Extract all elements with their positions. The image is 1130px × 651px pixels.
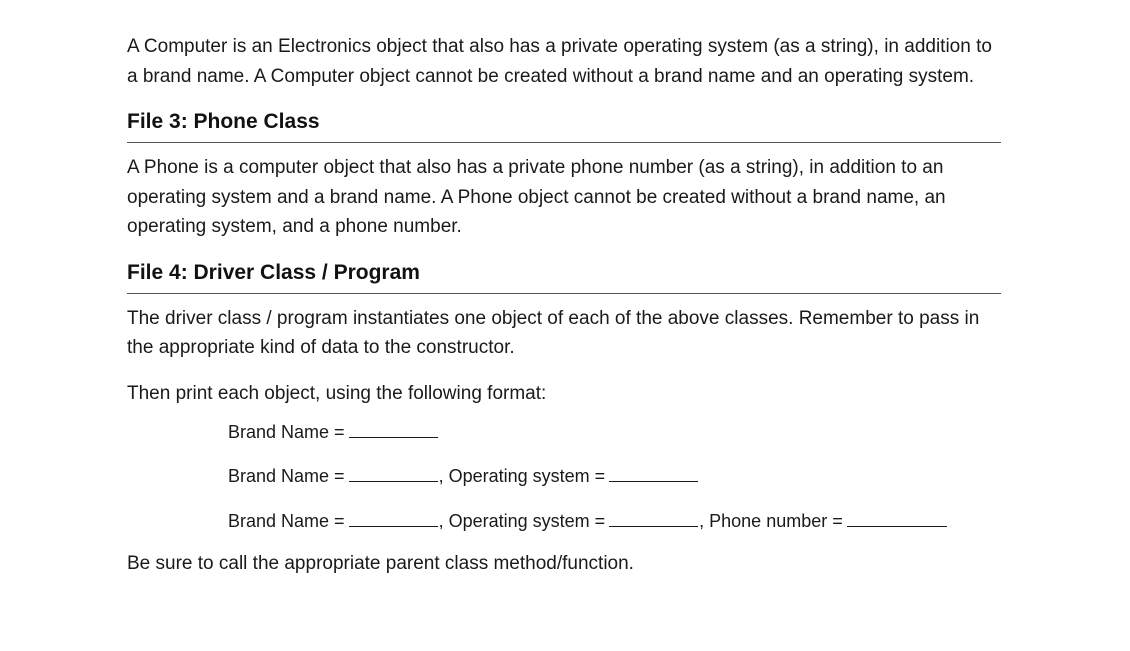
brand-name-label: Brand Name = <box>228 466 345 486</box>
brand-name-blank <box>349 467 438 482</box>
closing-note: Be sure to call the appropriate parent class method/function. <box>127 553 634 574</box>
file4-paragraph: The driver class / program instantiates one object of each of the above classes. Remember to pass in the appropriate kind of data to the constructor. <box>127 307 980 358</box>
brand-name-blank <box>349 512 438 527</box>
format-line-phone <box>127 509 1001 533</box>
file3-heading: File 3: Phone Class <box>127 110 320 133</box>
format-line-electronics <box>127 420 1001 444</box>
brand-name-blank <box>349 423 438 438</box>
operating-system-blank <box>609 512 698 527</box>
operating-system-label: , Operating system = <box>438 466 606 486</box>
file3-paragraph: A Phone is a computer object that also has a private phone number (as a string), in addition to an operating system and a brand name. A Phone object cannot be created without a brand name, an operating system, and a phone number. <box>127 157 946 237</box>
phone-number-label: , Phone number = <box>699 511 843 531</box>
intro-paragraph: A Computer is an Electronics object that also has a private operating system (as a string), in addition to a brand name. A Computer object cannot be created without a brand name and an operating system. <box>127 36 992 87</box>
brand-name-label: Brand Name = <box>228 511 345 531</box>
file4-heading: File 4: Driver Class / Program <box>127 260 420 284</box>
file4-heading-section <box>127 260 1001 294</box>
print-instruction: Then print each object, using the following format: <box>127 382 547 404</box>
operating-system-label: , Operating system = <box>438 511 606 531</box>
format-line-computer <box>127 464 1001 488</box>
document-page <box>127 32 1001 579</box>
phone-number-blank <box>847 512 947 527</box>
brand-name-label: Brand Name = <box>228 422 345 442</box>
file3-heading-section <box>127 109 1001 143</box>
operating-system-blank <box>609 467 698 482</box>
